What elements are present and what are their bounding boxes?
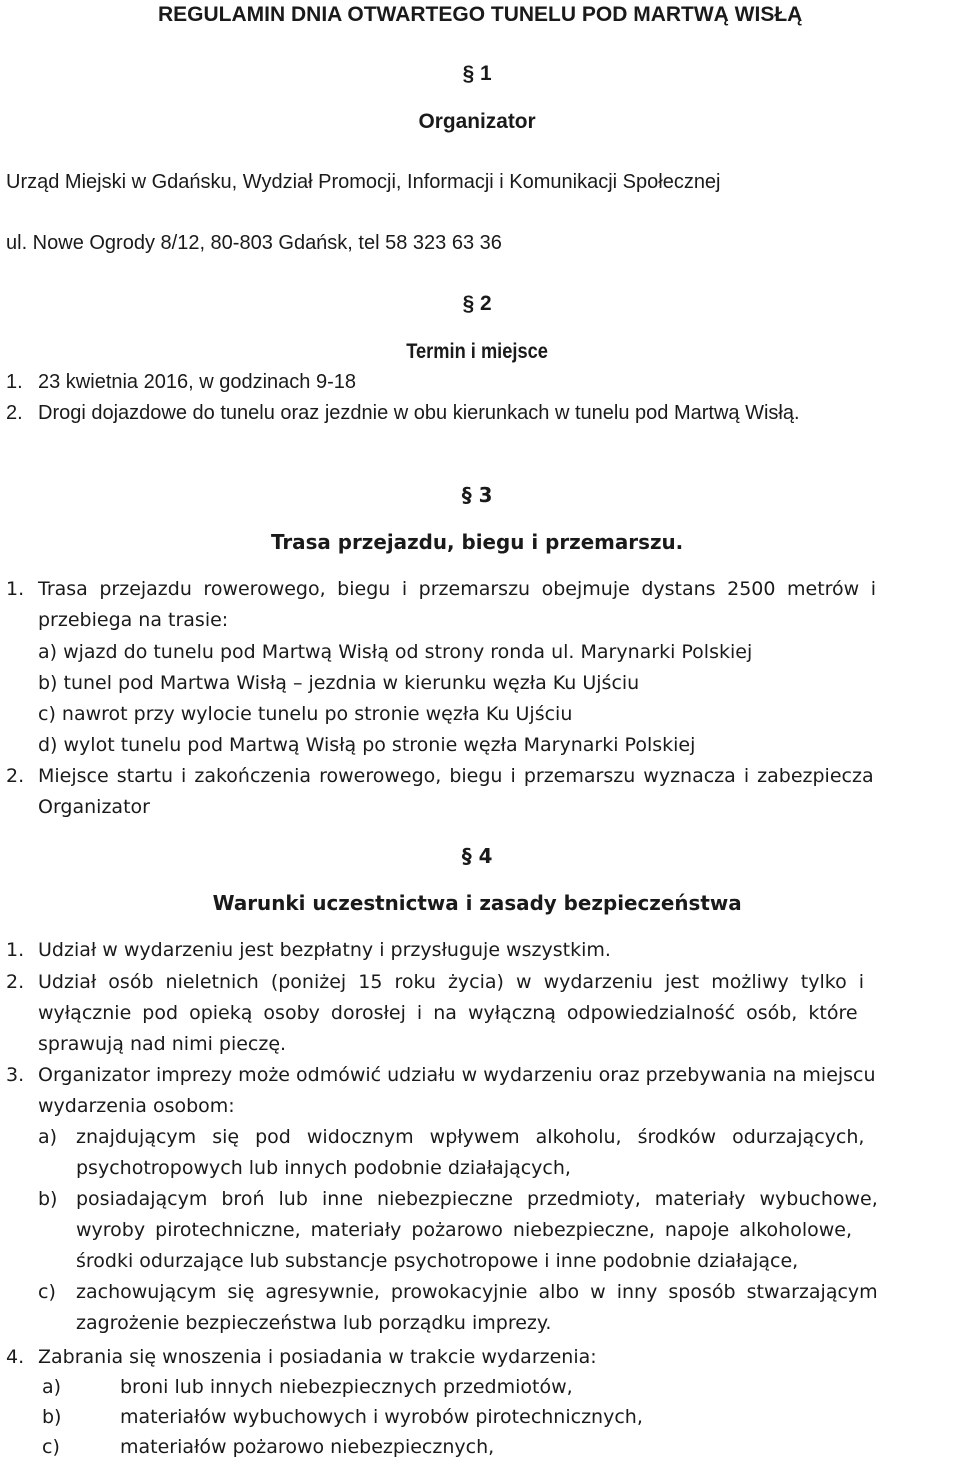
section-3-heading: Trasa przejazdu, biegu i przemarszu. (271, 530, 684, 554)
s4-item-3-b-line-2: wyroby pirotechniczne, materiały pożarowo niebezpieczne, napoje alkoholowe, (76, 1219, 852, 1241)
section-1-number: § 1 (462, 62, 492, 85)
section-4-heading: Warunki uczestnictwa i zasady bezpieczeństwa (212, 891, 742, 915)
organizer-address: ul. Nowe Ogrody 8/12, 80-803 Gdańsk, tel 58 323 63 36 (6, 232, 502, 254)
s2-item-1-number: 1. (6, 371, 23, 393)
s3-item-1-line-1 (38, 580, 954, 599)
s4-item-4-b: materiałów wybuchowych i wyrobów pirotechnicznych, (120, 1406, 643, 1428)
s4-item-2-line-3: sprawują nad nimi pieczę. (38, 1033, 287, 1055)
route-point-a: a) wjazd do tunelu pod Martwą Wisłą od strony ronda ul. Marynarki Polskiej (38, 641, 753, 663)
s4-item-4-number: 4. (6, 1346, 25, 1368)
section-2-heading: Termin i miejsce (406, 340, 548, 363)
route-point-b: b) tunel pod Martwa Wisłą – jezdnia w kierunku węzła Ku Ujściu (38, 672, 640, 694)
s3-item-1-number: 1. (6, 578, 25, 600)
s4-item-3-c-line-1: zachowującym się agresywnie, prowokacyjnie albo w inny sposób stwarzającym (76, 1281, 878, 1303)
s4-item-4-b-label: b) (42, 1406, 62, 1428)
s3-item-2-line-1: Miejsce startu i zakończenia rowerowego, biegu i przemarszu wyznacza i zabezpiecza (38, 765, 874, 787)
s4-item-3-line-2: wydarzenia osobom: (38, 1095, 235, 1117)
s4-item-4: Zabrania się wnoszenia i posiadania w trakcie wydarzenia: (38, 1346, 597, 1368)
s4-item-3-c-line-2: zagrożenie bezpieczeństwa lub porządku imprezy. (76, 1312, 552, 1334)
section-2-number: § 2 (462, 292, 492, 315)
s3-item-1-line-2: przebiega na trasie: (38, 609, 229, 631)
s2-item-2-number: 2. (6, 402, 23, 424)
s3-item-1-text: Trasa przejazdu rowerowego, biegu i przemarszu obejmuje dystans 2500 metrów i (38, 578, 877, 600)
s4-item-3-line-1: Organizator imprezy może odmówić udziału w wydarzeniu oraz przebywania na miejscu (38, 1064, 876, 1086)
s4-item-3-a-line-2: psychotropowych lub innych podobnie działających, (76, 1157, 571, 1179)
s4-item-4-c-label: c) (42, 1436, 60, 1458)
s4-item-4-c: materiałów pożarowo niebezpiecznych, (120, 1436, 495, 1458)
s4-item-4-a-label: a) (42, 1376, 62, 1398)
s4-item-3-number: 3. (6, 1064, 25, 1086)
organizer-name: Urząd Miejski w Gdańsku, Wydział Promocji, Informacji i Komunikacji Społecznej (6, 171, 721, 193)
s2-item-1: 23 kwietnia 2016, w godzinach 9-18 (38, 371, 356, 393)
s4-item-3-b-line-1: posiadającym broń lub inne niebezpieczne przedmioty, materiały wybuchowe, (76, 1188, 878, 1210)
section-4-number: § 4 (461, 844, 493, 868)
document-title: REGULAMIN DNIA OTWARTEGO TUNELU POD MARTWĄ WISŁĄ (158, 3, 803, 26)
s4-item-4-a: broni lub innych niebezpiecznych przedmiotów, (120, 1376, 573, 1398)
s4-item-1-number: 1. (6, 939, 25, 961)
section-3-number: § 3 (461, 483, 493, 507)
s3-item-2-line-2: Organizator (38, 796, 150, 818)
s4-item-3-a-label: a) (38, 1126, 58, 1148)
s4-item-3-b-line-3: środki odurzające lub substancje psychotropowe i inne podobnie działające, (76, 1250, 799, 1272)
s4-item-3-c-label: c) (38, 1281, 56, 1303)
s4-item-3-b-label: b) (38, 1188, 58, 1210)
route-point-c: c) nawrot przy wylocie tunelu po stronie węzła Ku Ujściu (38, 703, 573, 725)
s4-item-2-line-2: wyłącznie pod opieką osoby dorosłej i na wyłączną odpowiedzialność osób, które (38, 1002, 858, 1024)
s4-item-3-a-line-1: znajdującym się pod widocznym wpływem alkoholu, środków odurzających, (76, 1126, 865, 1148)
s4-item-1: Udział w wydarzeniu jest bezpłatny i przysługuje wszystkim. (38, 939, 611, 961)
s4-item-2-number: 2. (6, 971, 25, 993)
s3-item-2-number: 2. (6, 765, 25, 787)
route-point-d: d) wylot tunelu pod Martwą Wisłą po stronie węzła Marynarki Polskiej (38, 734, 696, 756)
s4-item-2-line-1: Udział osób nieletnich (poniżej 15 roku życia) w wydarzeniu jest możliwy tylko i (38, 971, 865, 993)
section-1-heading: Organizator (418, 110, 536, 133)
s2-item-2: Drogi dojazdowe do tunelu oraz jezdnie w obu kierunkach w tunelu pod Martwą Wisłą. (38, 402, 800, 424)
